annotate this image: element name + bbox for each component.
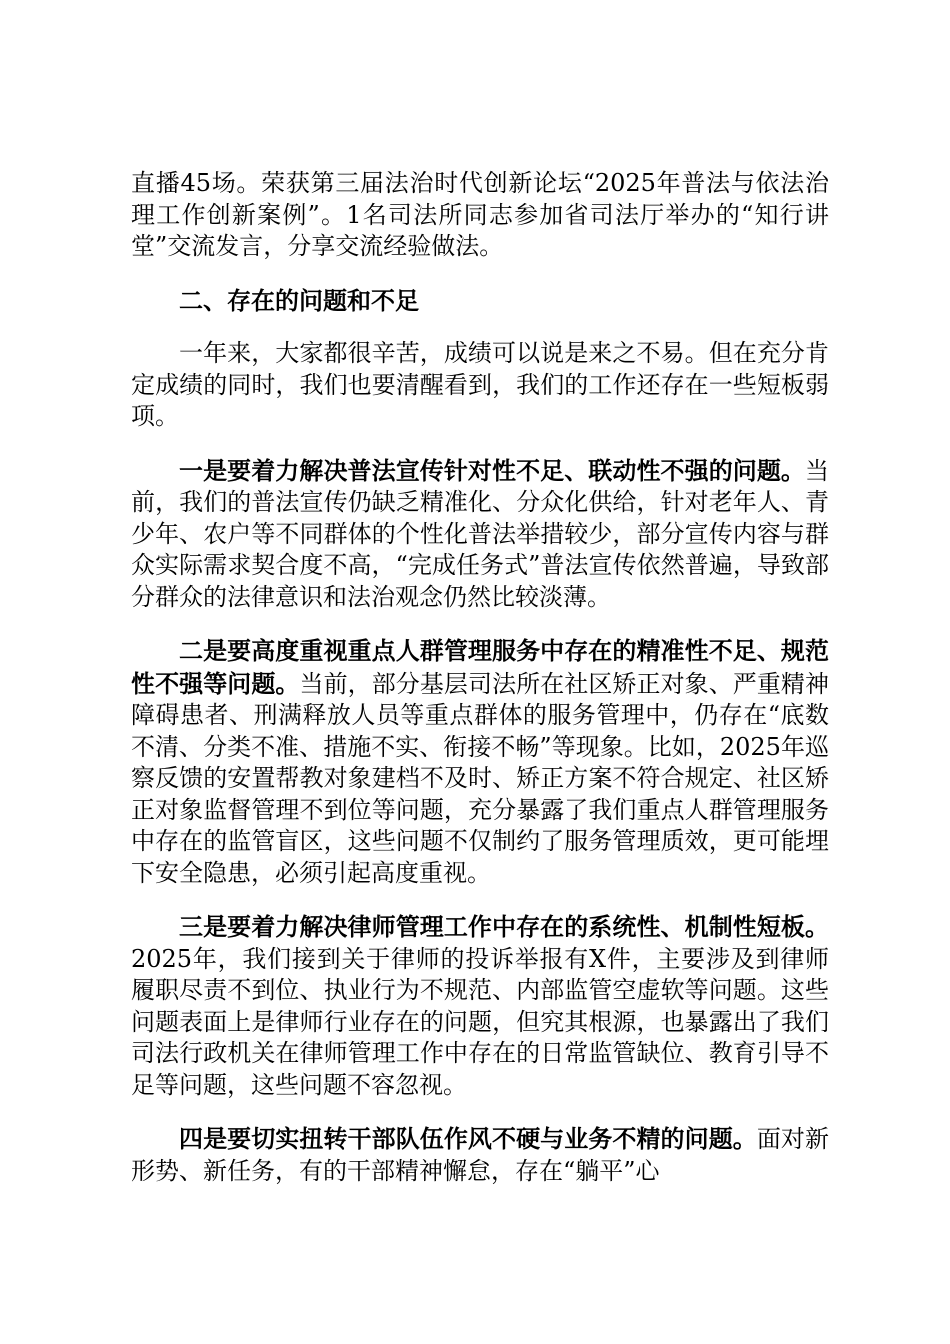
point-1-lead: 一是要着力解决普法宣传针对性不足、联动性不强的问题。 [179, 455, 805, 485]
point-2-lead: 二是要高度重视重点人群管理服务中存在的精准性不足、规范性不强等问题。 [131, 636, 829, 698]
point-4-body: 面对新形势、新任务，有的干部精神懈怠，存在“躺平”心 [131, 1125, 830, 1185]
point-3-body: 2025年，我们接到关于律师的投诉举报有X件，主要涉及到律师履职尽责不到位、执业行为不规范、内部监管空虚软等问题。这些问题表面上是律师行业存在的问题，但究其根源，也暴露出了我们司法行政机关在律师管理工作中存在的日常监管缺位、教育引导不足等问题，这些问题不容忽视。 [131, 944, 829, 1099]
section-heading: 二、存在的问题和不足 [179, 285, 419, 315]
point-4-lead: 四是要切实扭转干部队伍作风不硬与业务不精的问题。 [179, 1124, 757, 1153]
document-page [131, 168, 829, 1187]
point-1-body: 当前，我们的普法宣传仍缺乏精准化、分众化供给，针对老年人、青少年、农户等不同群体的个性化普法举措较少，部分宣传内容与群众实际需求契合度不高，“完成任务式”普法宣传依然普遍，导致部分群众的法律意识和法治观念仍然比较淡薄。 [131, 456, 829, 611]
paragraph-point-2 [131, 635, 829, 889]
paragraph-intro: 一年来，大家都很辛苦，成绩可以说是来之不易。但在充分肯定成绩的同时，我们也要清醒看到，我们的工作还存在一些短板弱项。 [131, 339, 829, 430]
paragraph-point-1 [131, 455, 829, 614]
paragraph-point-4 [131, 1123, 829, 1187]
paragraph-continuation: 直播45场。荣获第三届法治时代创新论坛“2025年普法与依法治理工作创新案例”。1名司法所同志参加省司法厅举办的“知行讲堂”交流发言，分享交流经验做法。 [131, 169, 829, 260]
point-2-body: 当前，部分基层司法所在社区矫正对象、严重精神障碍患者、刑满释放人员等重点群体的服务管理中，仍存在“底数不清、分类不准、措施不实、衔接不畅”等现象。比如，2025年巡察反馈的安置帮教对象建档不及时、矫正方案不符合规定、社区矫正对象监督管理不到位等问题，充分暴露了我们重点人群管理服务中存在的监管盲区，这些问题不仅制约了服务管理质效，更可能埋下安全隐患，必须引起高度重视。 [131, 669, 829, 887]
paragraph-point-3 [131, 911, 829, 1101]
point-3-lead: 三是要着力解决律师管理工作中存在的系统性、机制性短板。 [179, 912, 829, 941]
